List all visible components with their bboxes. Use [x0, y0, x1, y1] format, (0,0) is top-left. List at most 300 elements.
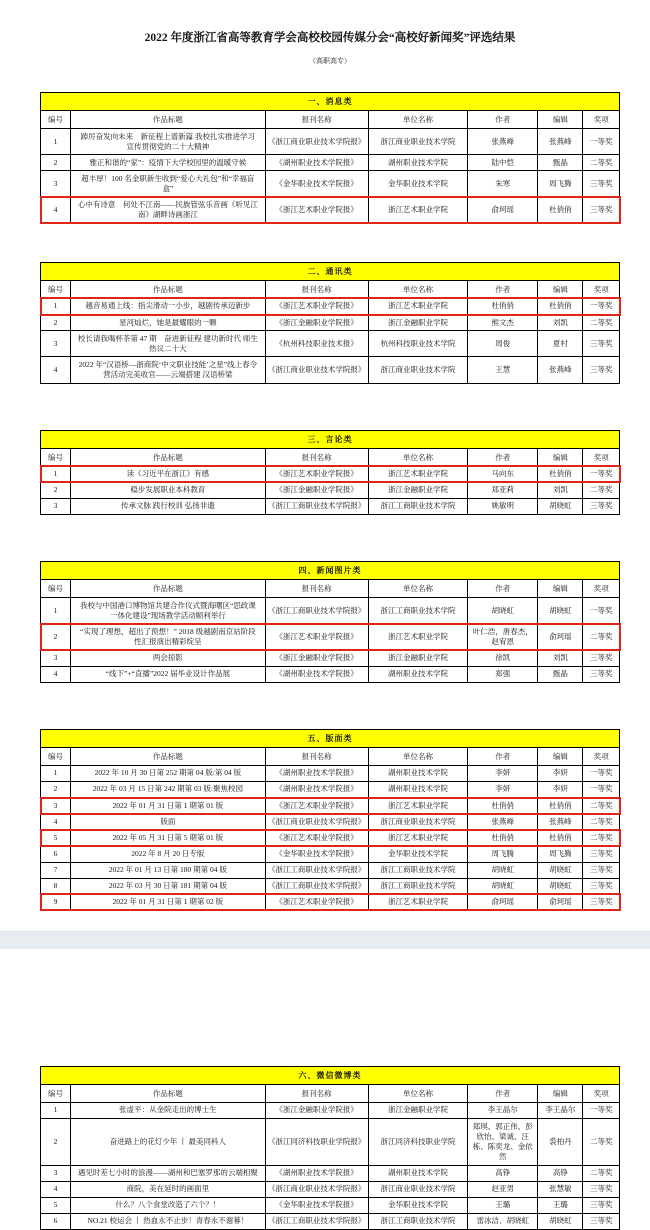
cell-no: 3 [41, 798, 71, 814]
table-row [41, 862, 620, 878]
cell-paper: 《湖州职业技术学院报》 [265, 1165, 368, 1181]
column-header-no: 编号 [41, 448, 71, 466]
section-heading: 三、言论类 [41, 430, 620, 448]
cell-title: 稳步发展职业本科教育 [71, 482, 266, 498]
cell-award: 一等奖 [583, 781, 620, 797]
column-header-author: 作者 [468, 280, 538, 298]
table-row [41, 1181, 620, 1197]
column-header-editor: 编辑 [538, 1084, 583, 1102]
cell-title: “实现了理想，超出了预想！” 2018 级越剧南京站阶段性汇报演出精彩绽呈 [71, 624, 266, 650]
cell-org: 浙江工商职业技术学院 [368, 862, 468, 878]
cell-editor: 张燕峰 [538, 357, 583, 383]
cell-editor: 张燕峰 [538, 814, 583, 830]
table-row [41, 155, 620, 171]
cell-no: 5 [41, 1197, 71, 1213]
column-header-org: 单位名称 [368, 580, 468, 598]
cell-org: 湖州职业技术学院 [368, 155, 468, 171]
cell-paper: 《浙江工商职业技术学院报》 [265, 1213, 368, 1229]
cell-org: 浙江商业职业技术学院 [368, 1181, 468, 1197]
cell-org: 浙江金融职业学院 [368, 482, 468, 498]
cell-no: 1 [41, 765, 71, 781]
cell-editor: 杜俏俏 [538, 298, 583, 314]
column-header-award: 奖项 [583, 111, 620, 129]
column-header-author: 作者 [468, 747, 538, 765]
cell-no: 4 [41, 357, 71, 383]
section-heading: 二、通讯类 [41, 262, 620, 280]
cell-no: 1 [41, 298, 71, 314]
cell-org: 湖州职业技术学院 [368, 666, 468, 682]
cell-no: 8 [41, 878, 71, 894]
table-row [41, 129, 620, 155]
cell-editor: 胡晓虹 [538, 862, 583, 878]
cell-award: 三等奖 [583, 357, 620, 383]
table-row [41, 357, 620, 383]
cell-org: 浙江工商职业技术学院 [368, 498, 468, 514]
cell-title: 雅正和谐的“家”：疫情下大学校园里的温暖守候 [71, 155, 266, 171]
cell-title: 心中有诗意 何处不江南——民族管弦乐音画《听见江南》湖畔诗画浙江 [71, 197, 266, 223]
cell-title: “线下”+“直播”2022 届毕业设计作品展 [71, 666, 266, 682]
cell-org: 湖州职业技术学院 [368, 1165, 468, 1181]
cell-author: 周飞腾 [468, 846, 538, 862]
cell-award: 二等奖 [583, 155, 620, 171]
cell-paper: 《浙江商业职业技术学院报》 [265, 357, 368, 383]
cell-org: 浙江商业职业技术学院 [368, 357, 468, 383]
cell-award: 三等奖 [583, 862, 620, 878]
cell-title: 什么？八个食堂改造了六个？！ [71, 1197, 266, 1213]
cell-paper: 《浙江艺术职业学院报》 [265, 197, 368, 223]
cell-editor: 俞珂瑶 [538, 894, 583, 910]
cell-award: 三等奖 [583, 1213, 620, 1229]
table-row [41, 846, 620, 862]
cell-no: 6 [41, 846, 71, 862]
cell-paper: 《杭州科技职业技术报》 [265, 331, 368, 357]
column-header-org: 单位名称 [368, 1084, 468, 1102]
column-header-paper: 报刊名称 [265, 280, 368, 298]
column-header-no: 编号 [41, 580, 71, 598]
cell-no: 4 [41, 1181, 71, 1197]
cell-org: 浙江金融职业学院 [368, 1102, 468, 1118]
section-table-6 [40, 1066, 620, 1230]
cell-org: 浙江艺术职业学院 [368, 298, 468, 314]
cell-award: 一等奖 [583, 598, 620, 624]
section-table-1 [40, 92, 620, 224]
table-row [41, 498, 620, 514]
cell-award: 三等奖 [583, 878, 620, 894]
cell-paper: 《浙江工商职业技术学院报》 [265, 498, 368, 514]
cell-author: 胡晓虹 [468, 598, 538, 624]
cell-editor: 裘柏丹 [538, 1119, 583, 1166]
cell-editor: 周飞腾 [538, 846, 583, 862]
cell-award: 三等奖 [583, 498, 620, 514]
cell-author: 高铮 [468, 1165, 538, 1181]
column-header-title: 作品标题 [71, 1084, 266, 1102]
cell-org: 浙江工商职业技术学院 [368, 878, 468, 894]
column-header-award: 奖项 [583, 1084, 620, 1102]
column-header-paper: 报刊名称 [265, 111, 368, 129]
cell-title: 商院，美在延时的画面里 [71, 1181, 266, 1197]
cell-org: 浙江艺术职业学院 [368, 466, 468, 482]
cell-award: 二等奖 [583, 798, 620, 814]
cell-author: 杜俏俏 [468, 298, 538, 314]
cell-no: 2 [41, 781, 71, 797]
column-header-row [41, 580, 620, 598]
cell-editor: 张慧敏 [538, 1181, 583, 1197]
table-row-highlighted [41, 197, 620, 223]
cell-title: 超丰厚！100 名金职新生收到“爱心大礼包”和“幸福盲盒” [71, 171, 266, 197]
table-row [41, 598, 620, 624]
column-header-editor: 编辑 [538, 448, 583, 466]
cell-author: 俞珂瑶 [468, 197, 538, 223]
column-header-row [41, 448, 620, 466]
cell-author: 胡晓虹 [468, 878, 538, 894]
cell-author: 雷冰洁、胡晓虹 [468, 1213, 538, 1229]
page-separator [0, 931, 650, 949]
cell-award: 二等奖 [583, 624, 620, 650]
cell-org: 湖州职业技术学院 [368, 781, 468, 797]
cell-award: 二等奖 [583, 1119, 620, 1166]
cell-org: 浙江商业职业技术学院 [368, 129, 468, 155]
table-row-highlighted [41, 798, 620, 814]
cell-no: 2 [41, 624, 71, 650]
cell-paper: 《金华职业技术学院报》 [265, 1197, 368, 1213]
cell-author: 王璐 [468, 1197, 538, 1213]
cell-author: 郑琪、郭正伟、彭欣怡、梁诚、汪栋、陈奕龙、金依然 [468, 1119, 538, 1166]
column-header-award: 奖项 [583, 448, 620, 466]
cell-author: 李妍 [468, 781, 538, 797]
cell-editor: 俞珂瑶 [538, 624, 583, 650]
column-header-author: 作者 [468, 111, 538, 129]
cell-paper: 《浙江工商职业技术学院报》 [265, 598, 368, 624]
column-header-paper: 报刊名称 [265, 448, 368, 466]
page-subtitle: （高职高专） [309, 57, 351, 66]
cell-editor: 刘凯 [538, 315, 583, 331]
table-row [41, 1197, 620, 1213]
section-heading: 五、版面类 [41, 729, 620, 747]
cell-author: 胡晓虹 [468, 862, 538, 878]
cell-award: 二等奖 [583, 315, 620, 331]
column-header-no: 编号 [41, 280, 71, 298]
column-header-row [41, 747, 620, 765]
cell-paper: 《浙江金融职业学院报》 [265, 315, 368, 331]
column-header-author: 作者 [468, 1084, 538, 1102]
column-header-award: 奖项 [583, 580, 620, 598]
cell-no: 4 [41, 666, 71, 682]
cell-award: 一等奖 [583, 466, 620, 482]
cell-paper: 《浙江工商职业技术学院报》 [265, 878, 368, 894]
cell-title: 版面 [71, 814, 266, 830]
cell-no: 1 [41, 129, 71, 155]
cell-no: 3 [41, 331, 71, 357]
cell-award: 三等奖 [583, 1197, 620, 1213]
cell-title: 张虚平：从金院走出的博士生 [71, 1102, 266, 1118]
cell-paper: 《浙江艺术职业学院报》 [265, 798, 368, 814]
cell-editor: 刘凯 [538, 650, 583, 666]
table-row [41, 1102, 620, 1118]
table-row [41, 1119, 620, 1166]
table-row [41, 781, 620, 797]
cell-award: 二等奖 [583, 482, 620, 498]
cell-editor: 胡晓虹 [538, 598, 583, 624]
cell-paper: 《金华职业技术学院报》 [265, 846, 368, 862]
cell-title: 遇见时差七小时的浪漫——湖州和巴塞罗那的云端相聚 [71, 1165, 266, 1181]
cell-author: 朱寒 [468, 171, 538, 197]
cell-org: 浙江商业职业技术学院 [368, 814, 468, 830]
cell-org: 金华职业技术学院 [368, 1197, 468, 1213]
cell-author: 王慧 [468, 357, 538, 383]
cell-no: 1 [41, 598, 71, 624]
table-row [41, 315, 620, 331]
cell-paper: 《湖州职业技术学院报》 [265, 781, 368, 797]
cell-no: 7 [41, 862, 71, 878]
cell-author: 张燕峰 [468, 814, 538, 830]
column-header-award: 奖项 [583, 280, 620, 298]
column-header-org: 单位名称 [368, 747, 468, 765]
cell-award: 三等奖 [583, 197, 620, 223]
cell-editor: 胡晓虹 [538, 878, 583, 894]
section-heading: 一、消息类 [41, 93, 620, 111]
cell-paper: 《浙江同济科技职业学院报》 [265, 1119, 368, 1166]
column-header-paper: 报刊名称 [265, 580, 368, 598]
cell-no: 6 [41, 1213, 71, 1229]
section-heading: 四、新闻图片类 [41, 562, 620, 580]
page-title: 2022 年度浙江省高等教育学会高校校园传媒分会“高校好新闻奖”评选结果 [144, 32, 516, 44]
cell-no: 5 [41, 830, 71, 846]
cell-title: 传承文脉 践行校训 弘扬非遗 [71, 498, 266, 514]
table-row [41, 814, 620, 830]
cell-no: 3 [41, 650, 71, 666]
cell-editor: 李妍 [538, 781, 583, 797]
column-header-author: 作者 [468, 448, 538, 466]
table-row-highlighted [41, 466, 620, 482]
cell-org: 浙江金融职业学院 [368, 650, 468, 666]
cell-paper: 《湖州职业技术学院报》 [265, 666, 368, 682]
cell-org: 浙江艺术职业学院 [368, 798, 468, 814]
cell-paper: 《浙江金融职业学院报》 [265, 482, 368, 498]
cell-org: 浙江同济科技职业学院 [368, 1119, 468, 1166]
cell-editor: 杜俏俏 [538, 798, 583, 814]
cell-paper: 《浙江金融职业学院报》 [265, 1102, 368, 1118]
table-row [41, 765, 620, 781]
cell-title: 2022 年 03 月 15 日第 242 期第 03 版:聚焦校园 [71, 781, 266, 797]
cell-org: 浙江工商职业技术学院 [368, 1213, 468, 1229]
section-table-3 [40, 430, 620, 515]
cell-author: 熊文杰 [468, 315, 538, 331]
cell-author: 赵亚男 [468, 1181, 538, 1197]
cell-paper: 《浙江艺术职业学院报》 [265, 830, 368, 846]
cell-org: 湖州职业技术学院 [368, 765, 468, 781]
cell-award: 三等奖 [583, 331, 620, 357]
cell-author: 李妍 [468, 765, 538, 781]
cell-title: 2022 年 03 月 30 日第 181 期第 04 版 [71, 878, 266, 894]
section-table-5 [40, 729, 620, 911]
cell-no: 1 [41, 466, 71, 482]
cell-editor: 杜俏俏 [538, 830, 583, 846]
cell-paper: 《湖州职业技术学院报》 [265, 765, 368, 781]
cell-no: 9 [41, 894, 71, 910]
cell-no: 4 [41, 197, 71, 223]
cell-title: 我校与中国港口博物馆共建合作仪式暨海曙区“思政课一体化建设”现场教学活动顺利举行 [71, 598, 266, 624]
cell-paper: 《浙江艺术职业学院报》 [265, 894, 368, 910]
column-header-title: 作品标题 [71, 448, 266, 466]
column-header-title: 作品标题 [71, 111, 266, 129]
cell-award: 三等奖 [583, 666, 620, 682]
cell-org: 浙江艺术职业学院 [368, 624, 468, 650]
cell-org: 金华职业技术学院 [368, 171, 468, 197]
cell-org: 浙江金融职业学院 [368, 315, 468, 331]
cell-award: 三等奖 [583, 894, 620, 910]
cell-paper: 《湖州职业技术学院报》 [265, 155, 368, 171]
cell-editor: 甄晶 [538, 155, 583, 171]
column-header-author: 作者 [468, 580, 538, 598]
cell-author: 李王晶尔 [468, 1102, 538, 1118]
cell-org: 浙江艺术职业学院 [368, 197, 468, 223]
cell-title: 校长请我喝杯茶第 47 期 奋进新征程 建功新时代 师生热议二十大 [71, 331, 266, 357]
column-header-row [41, 280, 620, 298]
cell-editor: 高铮 [538, 1165, 583, 1181]
column-header-editor: 编辑 [538, 111, 583, 129]
cell-paper: 《浙江工商职业技术学院报》 [265, 862, 368, 878]
column-header-no: 编号 [41, 747, 71, 765]
table-row [41, 171, 620, 197]
cell-title: NO.21 校运会 丨 热血永不止步！青春永不谢幕！ [71, 1213, 266, 1229]
cell-paper: 《浙江金融职业学院报》 [265, 650, 368, 666]
cell-title: 2022 年 05 月 31 日第 5 期第 01 版 [71, 830, 266, 846]
cell-editor: 周飞腾 [538, 171, 583, 197]
cell-title: 奋进路上的花灯少年 丨 最美同科人 [71, 1119, 266, 1166]
cell-author: 马向东 [468, 466, 538, 482]
cell-editor: 李王晶尔 [538, 1102, 583, 1118]
table-row-highlighted [41, 624, 620, 650]
cell-award: 一等奖 [583, 1102, 620, 1118]
cell-paper: 《浙江商业职业技术学院报》 [265, 814, 368, 830]
cell-paper: 《浙江商业职业技术学院报》 [265, 1181, 368, 1197]
table-row [41, 482, 620, 498]
cell-title: 星河灿烂，她是最耀眼的一颗 [71, 315, 266, 331]
cell-paper: 《浙江商业职业技术学院报》 [265, 129, 368, 155]
cell-no: 1 [41, 1102, 71, 1118]
cell-no: 3 [41, 498, 71, 514]
cell-author: 张燕峰 [468, 129, 538, 155]
cell-paper: 《浙江艺术职业学院报》 [265, 466, 368, 482]
column-header-org: 单位名称 [368, 111, 468, 129]
column-header-row [41, 111, 620, 129]
table-row-highlighted [41, 894, 620, 910]
table-row [41, 1213, 620, 1229]
cell-award: 三等奖 [583, 1181, 620, 1197]
cell-title: 两会掠影 [71, 650, 266, 666]
cell-editor: 刘凯 [538, 482, 583, 498]
cell-author: 周俊 [468, 331, 538, 357]
cell-no: 4 [41, 814, 71, 830]
cell-title: 越音易通上线：指尖滑动一小步，越剧传承迈新步 [71, 298, 266, 314]
cell-author: 郑强 [468, 666, 538, 682]
cell-title: 2022 年 10 月 30 日第 252 期第 04 版:第 04 版 [71, 765, 266, 781]
cell-org: 浙江艺术职业学院 [368, 830, 468, 846]
cell-author: 姚敏明 [468, 498, 538, 514]
column-header-award: 奖项 [583, 747, 620, 765]
column-header-title: 作品标题 [71, 280, 266, 298]
column-header-editor: 编辑 [538, 747, 583, 765]
column-header-org: 单位名称 [368, 280, 468, 298]
cell-author: 杜俏俏 [468, 830, 538, 846]
cell-award: 一等奖 [583, 765, 620, 781]
table-row [41, 650, 620, 666]
cell-editor: 王璐 [538, 1197, 583, 1213]
column-header-no: 编号 [41, 1084, 71, 1102]
cell-title: 2022 年 01 月 31 日第 1 期第 01 版 [71, 798, 266, 814]
cell-title: 读《习近平在浙江》有感 [71, 466, 266, 482]
cell-award: 三等奖 [583, 846, 620, 862]
cell-award: 一等奖 [583, 298, 620, 314]
section-table-4 [40, 561, 620, 683]
cell-editor: 张燕峰 [538, 129, 583, 155]
cell-no: 2 [41, 482, 71, 498]
table-row-highlighted [41, 298, 620, 314]
column-header-paper: 报刊名称 [265, 1084, 368, 1102]
cell-paper: 《浙江艺术职业学院报》 [265, 298, 368, 314]
cell-title: 2022 年“汉语桥—浙商院‘中文职业技能’之星”线上春令营活动完美收官——云端搭建 汉语桥梁 [71, 357, 266, 383]
cell-no: 3 [41, 1165, 71, 1181]
cell-editor: 胡晓虹 [538, 498, 583, 514]
cell-editor: 李妍 [538, 765, 583, 781]
cell-award: 三等奖 [583, 650, 620, 666]
cell-no: 3 [41, 171, 71, 197]
column-header-title: 作品标题 [71, 747, 266, 765]
cell-author: 徐凯 [468, 650, 538, 666]
column-header-org: 单位名称 [368, 448, 468, 466]
cell-no: 2 [41, 1119, 71, 1166]
table-row [41, 331, 620, 357]
cell-no: 2 [41, 315, 71, 331]
cell-award: 三等奖 [583, 171, 620, 197]
column-header-editor: 编辑 [538, 580, 583, 598]
column-header-no: 编号 [41, 111, 71, 129]
table-row [41, 878, 620, 894]
cell-org: 杭州科技职业技术学院 [368, 331, 468, 357]
cell-editor: 甄晶 [538, 666, 583, 682]
cell-award: 一等奖 [583, 129, 620, 155]
cell-title: 踔厉奋发向未来 新征程上谱新篇 我校扎实推进学习宣传贯彻党的二十大精神 [71, 129, 266, 155]
table-row [41, 666, 620, 682]
cell-title: 2022 年 8 月 20 日专版 [71, 846, 266, 862]
cell-award: 二等奖 [583, 814, 620, 830]
cell-editor: 夏村 [538, 331, 583, 357]
column-header-title: 作品标题 [71, 580, 266, 598]
column-header-editor: 编辑 [538, 280, 583, 298]
cell-paper: 《金华职业技术学院报》 [265, 171, 368, 197]
cell-org: 金华职业技术学院 [368, 846, 468, 862]
column-header-row [41, 1084, 620, 1102]
cell-title: 2022 年 01 月 13 日第 180 期第 04 版 [71, 862, 266, 878]
table-row [41, 1165, 620, 1181]
award-tables-container [40, 92, 620, 1230]
cell-author: 杜俏俏 [468, 798, 538, 814]
table-row-highlighted [41, 830, 620, 846]
cell-author: 郑亚莉 [468, 482, 538, 498]
cell-author: 俞珂瑶 [468, 894, 538, 910]
cell-editor: 杜俏俏 [538, 197, 583, 223]
cell-org: 浙江艺术职业学院 [368, 894, 468, 910]
section-heading: 六、微信微博类 [41, 1066, 620, 1084]
cell-award: 二等奖 [583, 830, 620, 846]
cell-editor: 杜俏俏 [538, 466, 583, 482]
cell-no: 2 [41, 155, 71, 171]
cell-author: 叶仁浩，唐春杰，赵宥恩 [468, 624, 538, 650]
cell-title: 2022 年 01 月 31 日第 1 期第 02 版 [71, 894, 266, 910]
cell-org: 浙江工商职业技术学院 [368, 598, 468, 624]
section-table-2 [40, 262, 620, 384]
cell-editor: 胡晓虹 [538, 1213, 583, 1229]
